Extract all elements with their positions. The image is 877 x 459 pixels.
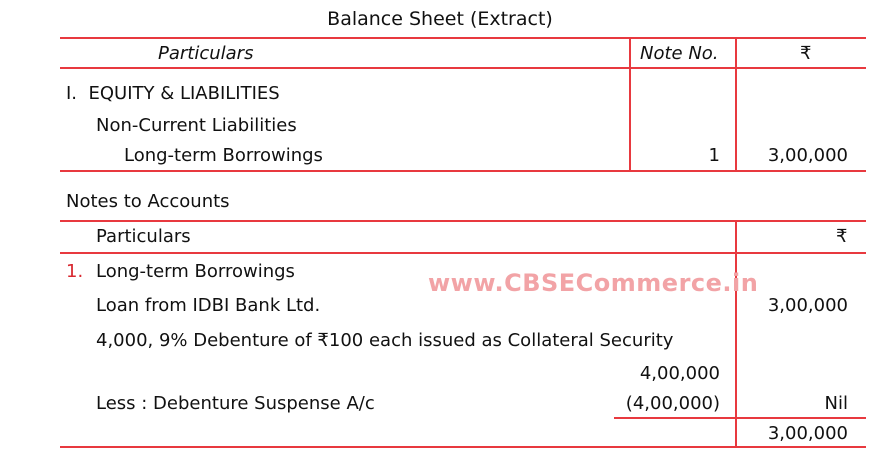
suspense-amount: Nil bbox=[824, 393, 848, 414]
subsection-heading: Non-Current Liabilities bbox=[96, 115, 297, 136]
item-amount: 3,00,000 bbox=[767, 145, 848, 166]
note-no-header: Note No. bbox=[640, 43, 719, 64]
column-divider-amount bbox=[735, 37, 737, 171]
loan-amount: 3,00,000 bbox=[767, 295, 848, 316]
watermark: www.CBSECommerce.in bbox=[428, 269, 759, 297]
notes-heading: Notes to Accounts bbox=[66, 191, 230, 212]
notes-particulars-header: Particulars bbox=[96, 226, 191, 247]
total-amount: 3,00,000 bbox=[767, 423, 848, 444]
note-title: Long-term Borrowings bbox=[96, 261, 295, 282]
table-bottom-rule bbox=[60, 170, 866, 172]
item-note-number: 1 bbox=[708, 145, 720, 166]
header-bottom-rule bbox=[60, 67, 866, 69]
notes-header-bottom-rule bbox=[60, 252, 866, 254]
section-heading: I. EQUITY & LIABILITIES bbox=[66, 83, 280, 104]
debenture-label: 4,000, 9% Debenture of ₹100 each issued as Collateral Security bbox=[96, 330, 674, 351]
debenture-inner-amount: 4,00,000 bbox=[639, 363, 720, 384]
subtotal-rule bbox=[614, 417, 866, 419]
rupee-header: ₹ bbox=[800, 43, 812, 64]
notes-top-rule bbox=[60, 220, 866, 222]
particulars-header: Particulars bbox=[158, 43, 254, 64]
note-number: 1. bbox=[66, 261, 84, 282]
notes-column-divider bbox=[735, 220, 737, 448]
loan-label: Loan from IDBI Bank Ltd. bbox=[96, 295, 321, 316]
table-top-rule bbox=[60, 37, 866, 39]
notes-bottom-rule bbox=[60, 446, 866, 448]
page-title: Balance Sheet (Extract) bbox=[327, 8, 553, 30]
item-label: Long-term Borrowings bbox=[124, 145, 323, 166]
suspense-label: Less : Debenture Suspense A/c bbox=[96, 393, 375, 414]
column-divider-note bbox=[629, 37, 631, 171]
notes-rupee-header: ₹ bbox=[836, 226, 848, 247]
suspense-inner-amount: (4,00,000) bbox=[625, 393, 720, 414]
